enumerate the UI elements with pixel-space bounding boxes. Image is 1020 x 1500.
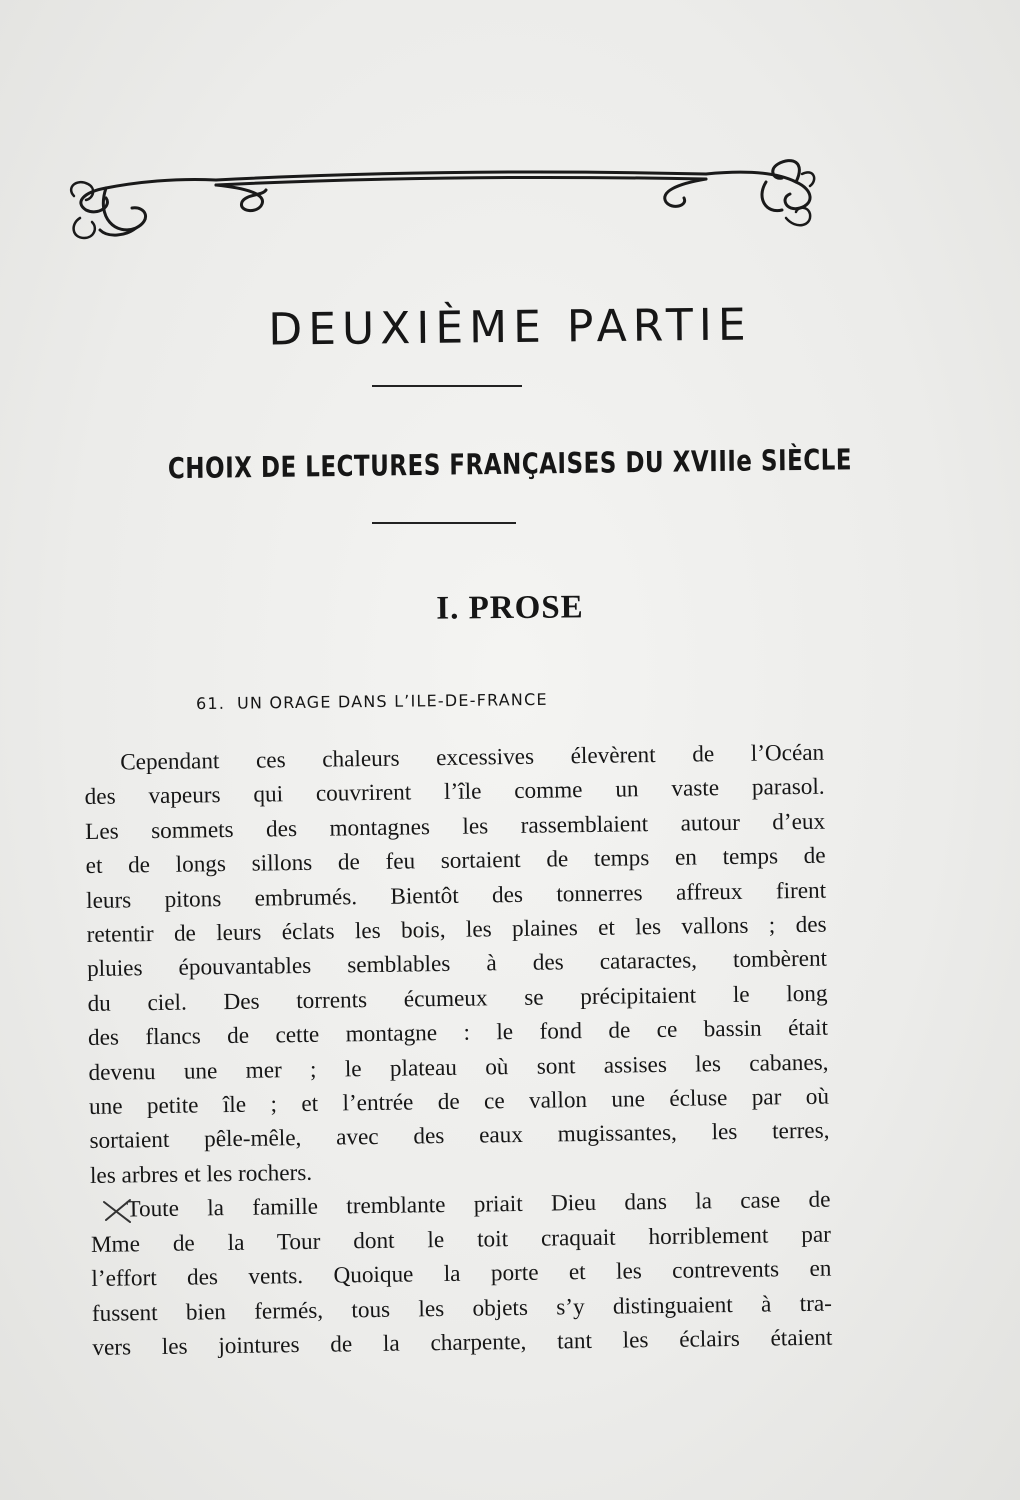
title-rule xyxy=(372,385,522,387)
body-text xyxy=(84,736,833,1366)
part-title: DEUXIÈME PARTIE xyxy=(268,299,752,356)
text-line: du ciel. Des torrents écumeux se précipitaient le long xyxy=(87,980,828,1017)
text-line: les arbres et les rochers. xyxy=(89,1159,313,1189)
text-line: Cependant ces chaleurs excessives élevèrent de l’Océan xyxy=(120,739,825,776)
text-line: une petite île ; et l’entrée de ce vallon une écluse par où xyxy=(88,1083,830,1121)
text-line: Les sommets des montagnes les rassemblaient autour d’eux xyxy=(85,808,826,845)
text-line: leurs pitons embrumés. Bientôt des tonnerres affreux firent xyxy=(85,877,827,914)
text-line: sortaient pêle-mêle, avec des eaux mugissantes, les terres, xyxy=(89,1118,830,1155)
section-heading: I. PROSE xyxy=(436,589,584,627)
piece-number: 61. xyxy=(195,693,226,714)
subtitle-rule xyxy=(372,522,516,524)
text-line: Mme de la Tour dont le toit craquait horriblement par xyxy=(90,1221,832,1258)
text-line: l’effort des vents. Quoique la porte et les contrevents en xyxy=(91,1255,832,1293)
text-line: et de longs sillons de feu sortaient de temps en temps de xyxy=(85,842,826,880)
text-line: pluies épouvantables semblables à des cataractes, tombèrent xyxy=(86,946,828,983)
text-line: fussent bien fermés, tous les objets s’y distinguaient à tra- xyxy=(91,1290,833,1327)
text-line: devenu une mer ; le plateau où sont assises les cabanes, xyxy=(88,1049,829,1086)
piece-title: UN ORAGE DANS L’ILE-DE-FRANCE xyxy=(236,689,548,713)
collection-subtitle: CHOIX DE LECTURES FRANÇAISES DU XVIIIe SIÈCLE xyxy=(167,444,853,486)
text-line: retentir de leurs éclats les bois, les plaines et les vallons ; des xyxy=(86,911,827,949)
piece-heading xyxy=(196,690,548,713)
text-line: des flancs de cette montagne : le fond de ce bassin était xyxy=(87,1014,829,1052)
text-line: vers les jointures de la charpente, tant les éclairs étaient xyxy=(92,1324,833,1361)
handwritten-cross-mark-icon xyxy=(100,1196,136,1226)
text-line: des vapeurs qui couvrirent l’île comme un vaste parasol. xyxy=(84,774,825,811)
text-line: Toute la famille tremblante priait Dieu dans la case de xyxy=(126,1186,831,1223)
decorative-header-ornament-icon xyxy=(66,158,818,242)
